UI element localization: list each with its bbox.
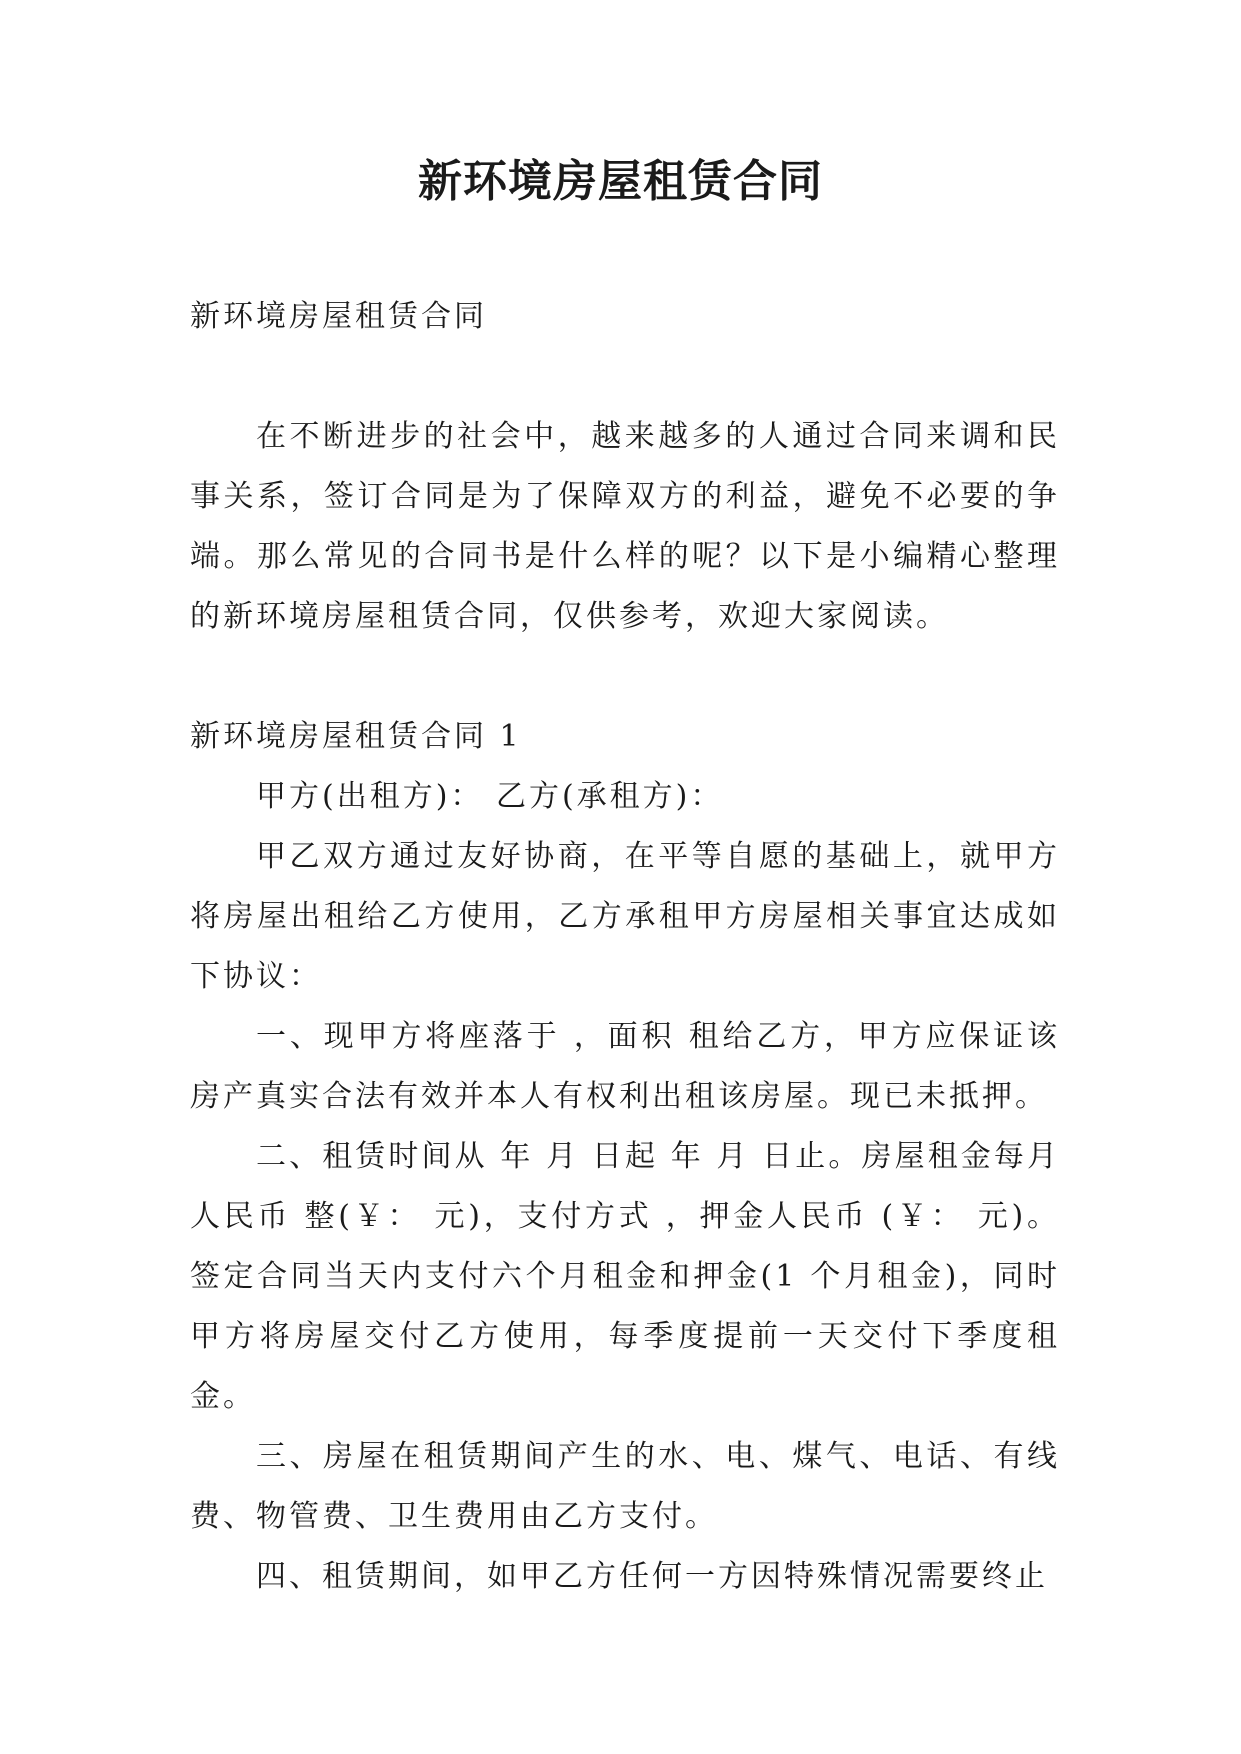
- clause-3: 三、房屋在租赁期间产生的水、电、煤气、电话、有线费、物管费、卫生费用由乙方支付。: [190, 1439, 1060, 1534]
- intro-paragraph: 在不断进步的社会中，越来越多的人通过合同来调和民事关系，签订合同是为了保障双方的利益，避免不必要的争端。那么常见的合同书是什么样的呢？以下是小编精心整理的新环境房屋租赁合同，仅供参考，欢迎大家阅读。: [190, 419, 1060, 634]
- section-heading: 新环境房屋租赁合同 1: [190, 719, 522, 754]
- document-subtitle: 新环境房屋租赁合同: [190, 299, 487, 334]
- preamble-paragraph: 甲乙双方通过友好协商，在平等自愿的基础上，就甲方将房屋出租给乙方使用，乙方承租甲方房屋相关事宜达成如下协议：: [190, 839, 1060, 994]
- document-title: 新环境房屋租赁合同: [418, 156, 823, 207]
- clause-2: 二、租赁时间从 年 月 日起 年 月 日止。房屋租金每月人民币 整(￥： 元)，支付方式 ，押金人民币 (￥： 元)。签定合同当天内支付六个月租金和押金(1 个月租金)，同时甲方将房屋交付乙方使用，每季度提前一天交付下季度租金。: [190, 1139, 1060, 1414]
- clause-4: 四、租赁期间，如甲乙方任何一方因特殊情况需要终止: [256, 1559, 1048, 1594]
- clause-1: 一、现甲方将座落于 ，面积 租给乙方，甲方应保证该房产真实合法有效并本人有权利出租该房屋。现已未抵押。: [190, 1019, 1060, 1114]
- document-body: [190, 287, 1060, 1607]
- parties-line: 甲方(出租方)： 乙方(承租方)：: [256, 779, 724, 814]
